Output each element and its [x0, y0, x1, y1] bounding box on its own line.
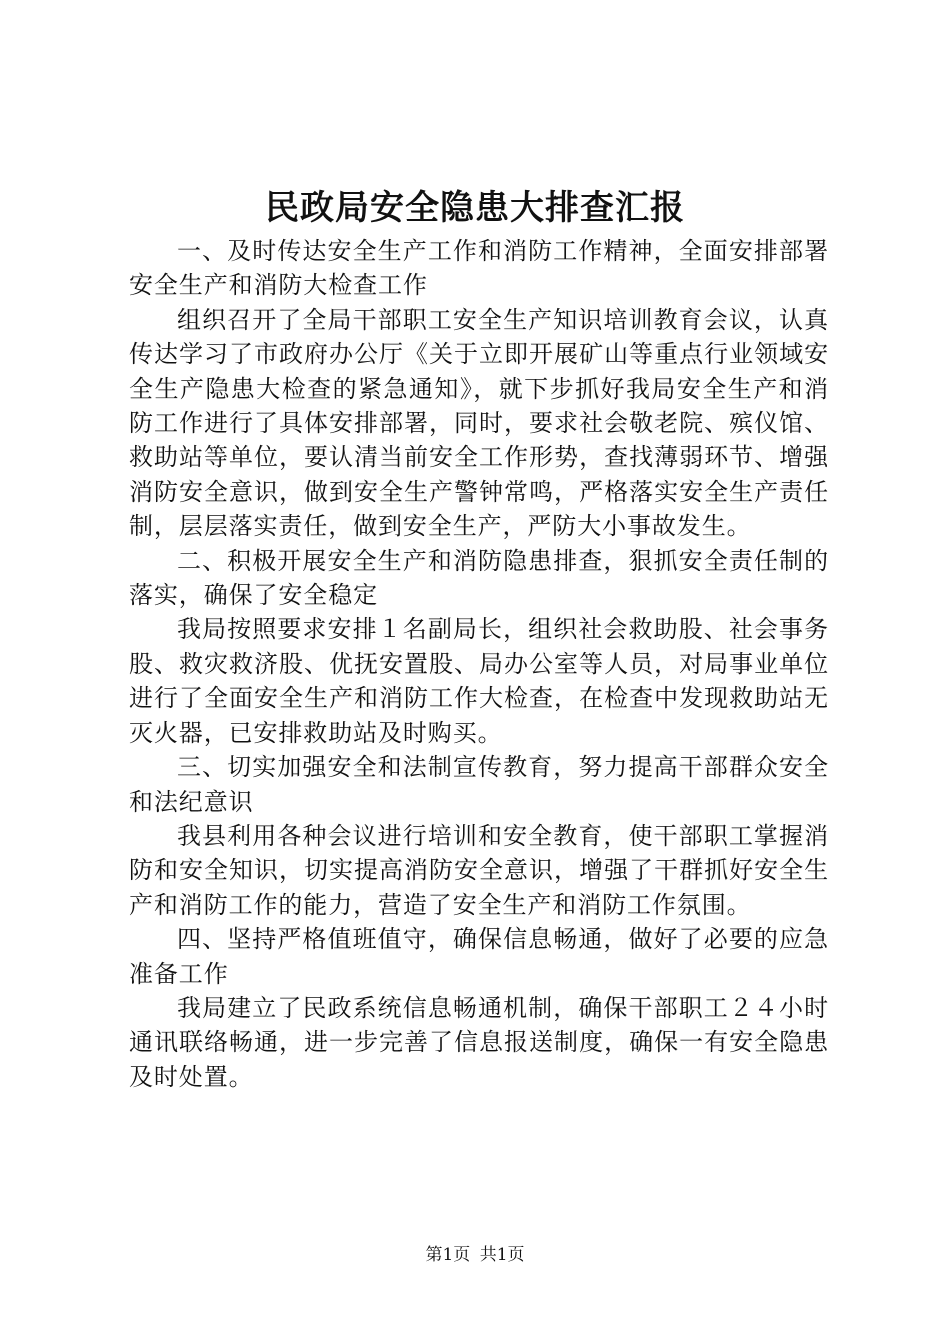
document-title: 民政局安全隐患大排查汇报	[265, 188, 685, 228]
paragraph-3: 我县利用各种会议进行培训和安全教育，使干部职工掌握消防和安全知识，切实提高消防安全意识，增强了干群抓好安全生产和消防工作的能力，营造了安全生产和消防工作氛围。	[129, 821, 829, 919]
section-heading-1: 一、及时传达安全生产工作和消防工作精神，全面安排部署安全生产和消防大检查工作	[129, 237, 829, 300]
section-heading-2: 二、积极开展安全生产和消防隐患排查，狠抓安全责任制的落实，确保了安全稳定	[129, 546, 829, 610]
document-body	[129, 234, 829, 1094]
paragraph-1: 组织召开了全局干部职工安全生产知识培训教育会议，认真传达学习了市政府办公厅《关于立即开展矿山等重点行业领域安全生产隐患大检查的紧急通知》，就下步抓好我局安全生产和消防工作进行了具体安排部署，同时，要求社会敬老院、殡仪馆、救助站等单位，要认清当前安全工作形势，查找薄弱环节、增强消防安全意识，做到安全生产警钟常鸣，严格落实安全生产责任制，层层落实责任，做到安全生产，严防大小事故发生。	[129, 305, 829, 541]
section-heading-4: 四、坚持严格值班值守，确保信息畅通，做好了必要的应急准备工作	[129, 925, 829, 988]
page-footer	[0, 1243, 950, 1267]
page-total: 共1页	[479, 1245, 525, 1265]
paragraph-4: 我局建立了民政系统信息畅通机制，确保干部职工２４小时通讯联络畅通，进一步完善了信息报送制度，确保一有安全隐患及时处置。	[129, 993, 829, 1091]
section-heading-3: 三、切实加强安全和法制宣传教育，努力提高干部群众安全和法纪意识	[129, 753, 829, 816]
paragraph-2: 我局按照要求安排１名副局长，组织社会救助股、社会事务股、救灾救济股、优抚安置股、局办公室等人员，对局事业单位进行了全面安全生产和消防工作大检查，在检查中发现救助站无灭火器，已安排救助站及时购买。	[129, 615, 829, 747]
page-number: 第1页	[425, 1245, 471, 1265]
